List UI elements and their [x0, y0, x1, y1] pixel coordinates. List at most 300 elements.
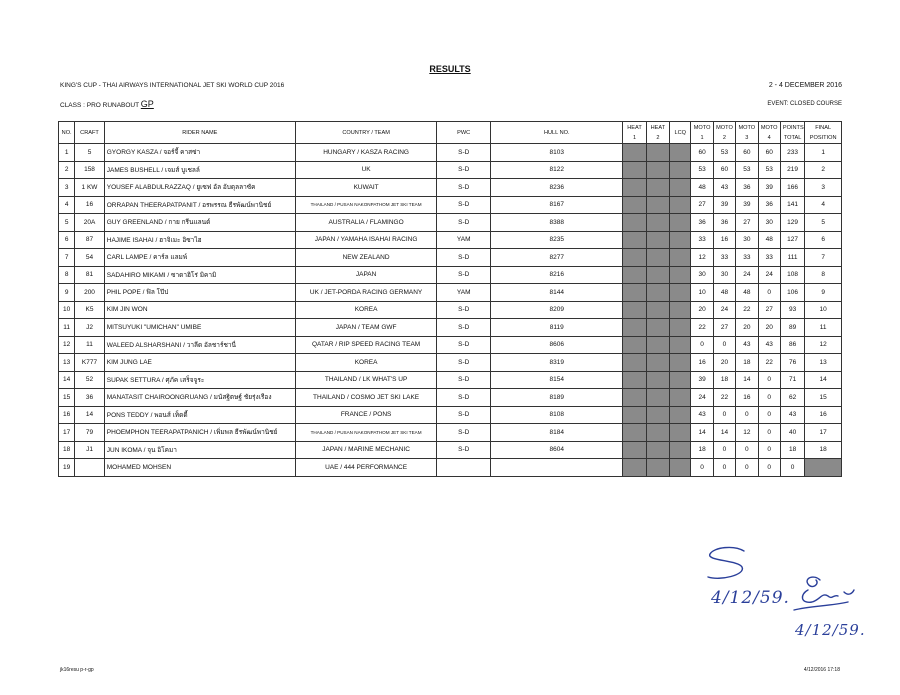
- table-row: [59, 266, 842, 284]
- col-moto-4-num: 4: [758, 133, 780, 144]
- cell-position: 8: [805, 266, 842, 284]
- header-row: [59, 122, 842, 134]
- cell-no: 10: [59, 301, 75, 319]
- cell-moto-1: 48: [691, 179, 713, 197]
- cell-moto-3: 24: [736, 266, 758, 284]
- table-row: [59, 424, 842, 442]
- cell-craft: 79: [75, 424, 104, 442]
- col-moto-2-num: 2: [713, 133, 735, 144]
- cell-rider: WALEED ALSHARSHANI / วาลีด อัลชาร์ชานี่: [104, 336, 295, 354]
- cell-position: 2: [805, 161, 842, 179]
- cell-position: 10: [805, 301, 842, 319]
- cell-moto-4: 0: [758, 371, 780, 389]
- cell-moto-3: 33: [736, 249, 758, 267]
- event-type: EVENT: CLOSED COURSE: [767, 101, 842, 107]
- table-row: [59, 214, 842, 232]
- cell-pwc: S-D: [437, 249, 491, 267]
- cell-position: 4: [805, 196, 842, 214]
- cell-craft: K5: [75, 301, 104, 319]
- col-craft: CRAFT: [75, 122, 104, 144]
- signature-date-1: 4/12/59.: [711, 588, 790, 608]
- col-points: POINTS: [780, 122, 804, 134]
- cell-total: 76: [780, 354, 804, 372]
- cell-craft: 54: [75, 249, 104, 267]
- cell-total: 141: [780, 196, 804, 214]
- cell-pwc: S-D: [437, 389, 491, 407]
- cell-pwc: S-D: [437, 354, 491, 372]
- event-name: KING'S CUP - THAI AIRWAYS INTERNATIONAL JET SKI WORLD CUP 2016: [60, 82, 285, 89]
- cell-moto-1: 16: [691, 354, 713, 372]
- cell-heat-2: [646, 371, 669, 389]
- cell-craft: 20A: [75, 214, 104, 232]
- cell-moto-3: 0: [736, 406, 758, 424]
- cell-no: 3: [59, 179, 75, 197]
- class-suffix: GP: [140, 99, 154, 109]
- cell-team: JAPAN / TEAM GWF: [295, 319, 436, 337]
- results-body: [59, 144, 842, 477]
- cell-no: 13: [59, 354, 75, 372]
- cell-pwc: S-D: [437, 336, 491, 354]
- col-heat-1-num: 1: [623, 133, 646, 144]
- col-moto-2: MOTO: [713, 122, 735, 134]
- cell-hull: 8103: [491, 144, 623, 162]
- cell-heat-2: [646, 354, 669, 372]
- cell-hull: 8108: [491, 406, 623, 424]
- table-row: [59, 371, 842, 389]
- cell-heat-2: [646, 284, 669, 302]
- class-label: [60, 99, 154, 109]
- cell-moto-1: 10: [691, 284, 713, 302]
- cell-moto-4: 0: [758, 284, 780, 302]
- cell-heat-1: [623, 459, 646, 477]
- cell-hull: 8119: [491, 319, 623, 337]
- cell-moto-3: 22: [736, 301, 758, 319]
- cell-team: JAPAN: [295, 266, 436, 284]
- cell-position: 18: [805, 441, 842, 459]
- cell-moto-2: 27: [713, 319, 735, 337]
- cell-pwc: S-D: [437, 161, 491, 179]
- cell-craft: 158: [75, 161, 104, 179]
- cell-moto-2: 20: [713, 354, 735, 372]
- cell-hull: 8122: [491, 161, 623, 179]
- cell-no: 12: [59, 336, 75, 354]
- cell-no: 19: [59, 459, 75, 477]
- cell-moto-3: 20: [736, 319, 758, 337]
- cell-moto-2: 22: [713, 389, 735, 407]
- cell-heat-2: [646, 266, 669, 284]
- cell-position: 5: [805, 214, 842, 232]
- cell-total: 62: [780, 389, 804, 407]
- col-heat-2: HEAT: [646, 122, 669, 134]
- cell-no: 14: [59, 371, 75, 389]
- cell-moto-3: 14: [736, 371, 758, 389]
- table-row: [59, 196, 842, 214]
- cell-craft: 1 KW: [75, 179, 104, 197]
- cell-moto-2: 14: [713, 424, 735, 442]
- results-table: [58, 121, 842, 477]
- cell-moto-1: 18: [691, 441, 713, 459]
- cell-heat-1: [623, 179, 646, 197]
- cell-moto-4: 20: [758, 319, 780, 337]
- cell-moto-3: 60: [736, 144, 758, 162]
- cell-team: UK / JET-PORDA RACING GERMANY: [295, 284, 436, 302]
- cell-moto-1: 27: [691, 196, 713, 214]
- cell-position: 13: [805, 354, 842, 372]
- cell-moto-2: 18: [713, 371, 735, 389]
- cell-craft: 36: [75, 389, 104, 407]
- cell-lcq: [670, 301, 691, 319]
- cell-rider: CARL LAMPE / คาร์ล แลมพ์: [104, 249, 295, 267]
- cell-moto-1: 43: [691, 406, 713, 424]
- cell-team: JAPAN / MARINE MECHANIC: [295, 441, 436, 459]
- cell-heat-2: [646, 249, 669, 267]
- cell-heat-1: [623, 284, 646, 302]
- cell-heat-1: [623, 249, 646, 267]
- cell-heat-1: [623, 144, 646, 162]
- cell-no: 7: [59, 249, 75, 267]
- cell-lcq: [670, 196, 691, 214]
- cell-moto-2: 0: [713, 406, 735, 424]
- cell-lcq: [670, 214, 691, 232]
- cell-moto-1: 30: [691, 266, 713, 284]
- cell-heat-2: [646, 301, 669, 319]
- cell-rider: KIM JIN WON: [104, 301, 295, 319]
- cell-hull: 8189: [491, 389, 623, 407]
- table-row: [59, 319, 842, 337]
- cell-craft: 200: [75, 284, 104, 302]
- cell-team: UAE / 444 PERFORMANCE: [295, 459, 436, 477]
- cell-craft: 81: [75, 266, 104, 284]
- cell-no: 6: [59, 231, 75, 249]
- cell-moto-3: 36: [736, 179, 758, 197]
- cell-heat-2: [646, 389, 669, 407]
- cell-rider: ORRAPAN THEERAPATPANIT / อรพรรณ ธีรพัฒน์พานิชย์: [104, 196, 295, 214]
- cell-total: 89: [780, 319, 804, 337]
- cell-moto-2: 43: [713, 179, 735, 197]
- col-moto-3-num: 3: [736, 133, 758, 144]
- cell-moto-2: 48: [713, 284, 735, 302]
- col-moto-1-num: 1: [691, 133, 713, 144]
- table-row: [59, 354, 842, 372]
- cell-heat-1: [623, 319, 646, 337]
- cell-hull: 8388: [491, 214, 623, 232]
- cell-total: 93: [780, 301, 804, 319]
- class-label-text: CLASS : PRO RUNABOUT: [60, 102, 139, 109]
- cell-heat-2: [646, 406, 669, 424]
- cell-moto-3: 16: [736, 389, 758, 407]
- cell-pwc: S-D: [437, 319, 491, 337]
- cell-hull: 8606: [491, 336, 623, 354]
- cell-hull: 8167: [491, 196, 623, 214]
- cell-craft: 11: [75, 336, 104, 354]
- cell-total: 43: [780, 406, 804, 424]
- cell-rider: GYORGY KASZA / จอร์จี้ คาสซ่า: [104, 144, 295, 162]
- cell-heat-2: [646, 214, 669, 232]
- cell-moto-2: 60: [713, 161, 735, 179]
- cell-total: 86: [780, 336, 804, 354]
- cell-moto-3: 18: [736, 354, 758, 372]
- cell-total: 18: [780, 441, 804, 459]
- cell-total: 40: [780, 424, 804, 442]
- col-country: COUNTRY / TEAM: [295, 122, 436, 144]
- col-lcq: LCQ: [670, 122, 691, 144]
- cell-lcq: [670, 389, 691, 407]
- cell-total: 0: [780, 459, 804, 477]
- cell-heat-1: [623, 336, 646, 354]
- cell-team: KUWAIT: [295, 179, 436, 197]
- cell-moto-3: 0: [736, 459, 758, 477]
- cell-heat-2: [646, 319, 669, 337]
- cell-no: 5: [59, 214, 75, 232]
- cell-lcq: [670, 441, 691, 459]
- cell-moto-1: 20: [691, 301, 713, 319]
- cell-position: 1: [805, 144, 842, 162]
- cell-heat-2: [646, 424, 669, 442]
- cell-pwc: S-D: [437, 441, 491, 459]
- cell-moto-4: 53: [758, 161, 780, 179]
- cell-total: 233: [780, 144, 804, 162]
- cell-heat-2: [646, 336, 669, 354]
- cell-heat-1: [623, 389, 646, 407]
- cell-moto-4: 33: [758, 249, 780, 267]
- cell-team: QATAR / RIP SPEED RACING TEAM: [295, 336, 436, 354]
- cell-lcq: [670, 319, 691, 337]
- col-rider: RIDER NAME: [104, 122, 295, 144]
- table-row: [59, 336, 842, 354]
- cell-pwc: S-D: [437, 144, 491, 162]
- cell-pwc: S-D: [437, 179, 491, 197]
- cell-heat-1: [623, 231, 646, 249]
- cell-no: 17: [59, 424, 75, 442]
- cell-moto-4: 0: [758, 424, 780, 442]
- cell-lcq: [670, 179, 691, 197]
- cell-pwc: S-D: [437, 266, 491, 284]
- cell-heat-1: [623, 266, 646, 284]
- cell-pwc: S-D: [437, 196, 491, 214]
- cell-heat-2: [646, 196, 669, 214]
- cell-team: KOREA: [295, 354, 436, 372]
- cell-lcq: [670, 459, 691, 477]
- cell-moto-4: 24: [758, 266, 780, 284]
- table-row: [59, 231, 842, 249]
- cell-team: UK: [295, 161, 436, 179]
- signature-mark-2: [790, 570, 865, 615]
- cell-pwc: S-D: [437, 214, 491, 232]
- table-row: [59, 459, 842, 477]
- cell-rider: PHOEMPHON TEERAPATPANICH / เพิ่มพล ธีรพัฒน์พานิชย์: [104, 424, 295, 442]
- cell-total: 166: [780, 179, 804, 197]
- cell-no: 9: [59, 284, 75, 302]
- cell-heat-2: [646, 144, 669, 162]
- cell-rider: MANATASIT CHAIROONGRUANG / มนัสฐิตษฐ์ ชัยรุ่งเรือง: [104, 389, 295, 407]
- cell-heat-2: [646, 161, 669, 179]
- cell-total: 127: [780, 231, 804, 249]
- cell-team: HUNGARY / KASZA RACING: [295, 144, 436, 162]
- cell-moto-1: 39: [691, 371, 713, 389]
- cell-lcq: [670, 144, 691, 162]
- cell-rider: YOUSEF ALABDULRAZZAQ / ยูเซฟ อัล อับดุลลาซัค: [104, 179, 295, 197]
- cell-moto-1: 0: [691, 459, 713, 477]
- cell-lcq: [670, 354, 691, 372]
- cell-position: 11: [805, 319, 842, 337]
- cell-hull: 8235: [491, 231, 623, 249]
- col-pwc: PWC: [437, 122, 491, 144]
- cell-no: 18: [59, 441, 75, 459]
- cell-moto-1: 14: [691, 424, 713, 442]
- cell-moto-2: 0: [713, 441, 735, 459]
- cell-team: AUSTRALIA / FLAMINGO: [295, 214, 436, 232]
- cell-position: [805, 459, 842, 477]
- cell-heat-1: [623, 441, 646, 459]
- cell-heat-2: [646, 441, 669, 459]
- table-row: [59, 144, 842, 162]
- cell-moto-2: 0: [713, 459, 735, 477]
- cell-heat-2: [646, 179, 669, 197]
- cell-position: 12: [805, 336, 842, 354]
- cell-moto-2: 39: [713, 196, 735, 214]
- table-row: [59, 301, 842, 319]
- cell-moto-4: 36: [758, 196, 780, 214]
- cell-craft: 52: [75, 371, 104, 389]
- cell-lcq: [670, 371, 691, 389]
- cell-team: THAILAND / PUSAN NAKONPATHOM JET SKI TEAM: [295, 196, 436, 214]
- col-final-position: POSITION: [805, 133, 842, 144]
- cell-hull: [491, 459, 623, 477]
- cell-heat-2: [646, 231, 669, 249]
- cell-rider: SUPAK SETTURA / ศุภัค เสร็จจูระ: [104, 371, 295, 389]
- cell-craft: K777: [75, 354, 104, 372]
- cell-rider: HAJIME ISAHAI / ฮาจิเมะ อิซาไฮ: [104, 231, 295, 249]
- cell-hull: 8216: [491, 266, 623, 284]
- cell-moto-4: 0: [758, 441, 780, 459]
- cell-moto-3: 30: [736, 231, 758, 249]
- cell-craft: 14: [75, 406, 104, 424]
- cell-moto-4: 22: [758, 354, 780, 372]
- cell-moto-4: 39: [758, 179, 780, 197]
- cell-moto-1: 24: [691, 389, 713, 407]
- cell-moto-4: 43: [758, 336, 780, 354]
- cell-hull: 8144: [491, 284, 623, 302]
- col-moto-4: MOTO: [758, 122, 780, 134]
- cell-moto-4: 30: [758, 214, 780, 232]
- cell-hull: 8319: [491, 354, 623, 372]
- cell-position: 6: [805, 231, 842, 249]
- cell-position: 16: [805, 406, 842, 424]
- cell-total: 219: [780, 161, 804, 179]
- cell-position: 3: [805, 179, 842, 197]
- cell-moto-3: 39: [736, 196, 758, 214]
- cell-moto-4: 0: [758, 406, 780, 424]
- footer-file: jk16resu p-r-gp: [60, 667, 94, 673]
- cell-position: 14: [805, 371, 842, 389]
- cell-rider: PONS TEDDY / พอนส์ เท็ดดี้: [104, 406, 295, 424]
- cell-moto-1: 22: [691, 319, 713, 337]
- cell-pwc: S-D: [437, 424, 491, 442]
- cell-moto-1: 12: [691, 249, 713, 267]
- cell-heat-1: [623, 424, 646, 442]
- cell-moto-1: 33: [691, 231, 713, 249]
- signature-date-2: 4/12/59.: [795, 621, 866, 639]
- cell-heat-1: [623, 371, 646, 389]
- cell-total: 129: [780, 214, 804, 232]
- cell-rider: KIM JUNG LAE: [104, 354, 295, 372]
- cell-heat-1: [623, 196, 646, 214]
- cell-team: FRANCE / PONS: [295, 406, 436, 424]
- table-row: [59, 179, 842, 197]
- cell-no: 8: [59, 266, 75, 284]
- cell-total: 106: [780, 284, 804, 302]
- col-moto-3: MOTO: [736, 122, 758, 134]
- cell-rider: JUN IKOMA / จุน อิโคมา: [104, 441, 295, 459]
- cell-lcq: [670, 266, 691, 284]
- cell-rider: PHIL POPE / ฟิล โป๊ป: [104, 284, 295, 302]
- table-row: [59, 406, 842, 424]
- cell-moto-2: 16: [713, 231, 735, 249]
- cell-craft: J1: [75, 441, 104, 459]
- cell-no: 1: [59, 144, 75, 162]
- cell-team: KOREA: [295, 301, 436, 319]
- cell-hull: 8277: [491, 249, 623, 267]
- cell-no: 2: [59, 161, 75, 179]
- cell-moto-3: 48: [736, 284, 758, 302]
- cell-heat-1: [623, 161, 646, 179]
- cell-moto-2: 24: [713, 301, 735, 319]
- cell-craft: J2: [75, 319, 104, 337]
- cell-hull: 8154: [491, 371, 623, 389]
- cell-moto-2: 33: [713, 249, 735, 267]
- cell-moto-2: 30: [713, 266, 735, 284]
- table-row: [59, 161, 842, 179]
- cell-team: THAILAND / COSMO JET SKI LAKE: [295, 389, 436, 407]
- cell-moto-1: 36: [691, 214, 713, 232]
- cell-total: 71: [780, 371, 804, 389]
- cell-hull: 8184: [491, 424, 623, 442]
- cell-moto-4: 27: [758, 301, 780, 319]
- cell-hull: 8209: [491, 301, 623, 319]
- cell-no: 11: [59, 319, 75, 337]
- cell-position: 17: [805, 424, 842, 442]
- cell-craft: 5: [75, 144, 104, 162]
- cell-rider: GUY GREENLAND / กาย กรีนแลนด์: [104, 214, 295, 232]
- cell-lcq: [670, 424, 691, 442]
- cell-hull: 8236: [491, 179, 623, 197]
- cell-no: 4: [59, 196, 75, 214]
- cell-rider: JAMES BUSHELL / เจมส์ บูเชลล์: [104, 161, 295, 179]
- signature-mark-1: [700, 545, 760, 585]
- cell-moto-3: 53: [736, 161, 758, 179]
- cell-heat-1: [623, 301, 646, 319]
- col-heat-2-num: 2: [646, 133, 669, 144]
- cell-moto-1: 0: [691, 336, 713, 354]
- cell-lcq: [670, 249, 691, 267]
- cell-position: 9: [805, 284, 842, 302]
- cell-position: 15: [805, 389, 842, 407]
- col-no: NO.: [59, 122, 75, 144]
- col-moto-1: MOTO: [691, 122, 713, 134]
- cell-moto-3: 12: [736, 424, 758, 442]
- cell-craft: 16: [75, 196, 104, 214]
- cell-pwc: S-D: [437, 371, 491, 389]
- footer-printed: 4/12/2016 17:18: [803, 667, 840, 673]
- table-row: [59, 249, 842, 267]
- cell-pwc: S-D: [437, 301, 491, 319]
- cell-rider: MOHAMED MOHSEN: [104, 459, 295, 477]
- cell-moto-2: 36: [713, 214, 735, 232]
- cell-team: THAILAND / LK WHAT'S UP: [295, 371, 436, 389]
- cell-pwc: YAM: [437, 284, 491, 302]
- col-final: FINAL: [805, 122, 842, 134]
- cell-moto-4: 0: [758, 459, 780, 477]
